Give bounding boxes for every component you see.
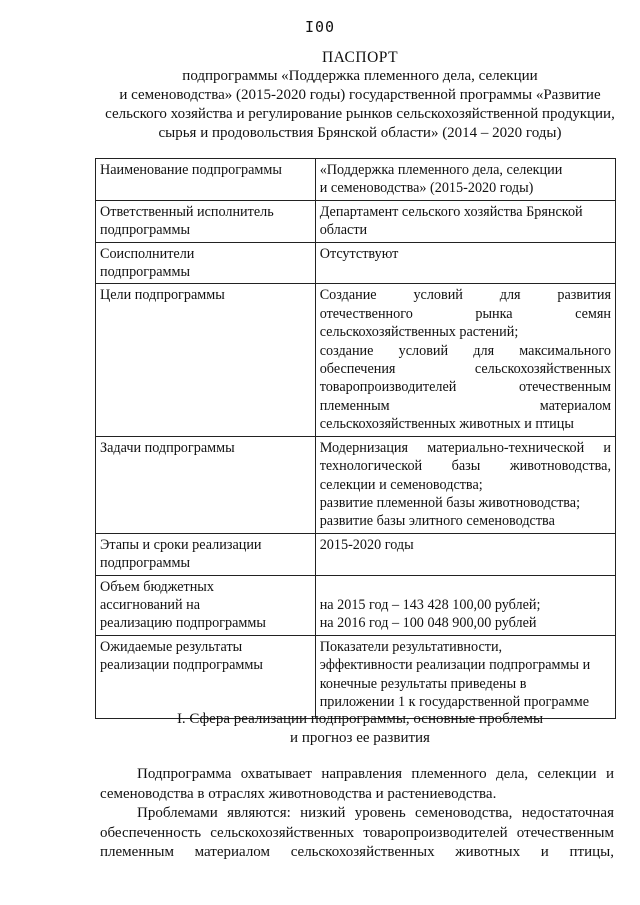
passport-table [95, 158, 616, 719]
table-row [96, 284, 616, 436]
cell-text: Цели подпрограммы [100, 287, 225, 304]
table-row [96, 242, 616, 284]
row-value-tasks [315, 436, 615, 533]
cell-text: приложении 1 к государственной программе [319, 693, 590, 710]
row-value-goals [315, 284, 615, 436]
cell-text: ассигнований на [100, 596, 201, 613]
cell-text: отечественного рынка семян [319, 305, 611, 322]
cell-text: развитие базы элитного семеноводства [319, 513, 555, 530]
cell-text: сельскохозяйственных животных и птицы [319, 416, 574, 433]
cell-text: Модернизация материально-технической и [319, 439, 611, 456]
cell-text: селекции и семеноводства; [319, 476, 483, 493]
cell-text: Соисполнители [100, 245, 195, 262]
section-title [90, 710, 630, 748]
section-title-line: и прогноз ее развития [290, 730, 430, 746]
cell-text: Этапы и сроки реализации [100, 536, 262, 553]
cell-text: на 2015 год – 143 428 100,00 рублей; [319, 596, 541, 613]
cell-text: сельскохозяйственных растений; [319, 324, 519, 341]
cell-text: эффективности реализации подпрограммы и [319, 657, 591, 674]
cell-text: развитие племенной базы животноводства; [319, 494, 581, 511]
table-row [96, 436, 616, 533]
cell-text: Задачи подпрограммы [100, 439, 235, 456]
cell-text: области [319, 222, 368, 239]
cell-text: 2015-2020 годы [319, 536, 414, 553]
table-row [96, 575, 616, 635]
row-label-expected-results [96, 635, 316, 718]
row-label-goals [96, 284, 316, 436]
paragraph-line: обеспеченность сельскохозяйственных товаропроизводителей отечественным [100, 824, 614, 841]
paragraph-line: Подпрограмма охватывает направления племенного дела, селекции и [137, 766, 614, 782]
cell-text: Отсутствуют [319, 245, 399, 262]
paragraph-line: племенным материалом сельскохозяйственных животных и птицы, [100, 844, 614, 860]
passport-heading: ПАСПОРТ [321, 49, 399, 66]
row-label-responsible-executor [96, 200, 316, 242]
paragraph [100, 765, 614, 804]
cell-text: Показатели результативности, [319, 638, 503, 655]
row-label-stages [96, 533, 316, 575]
cell-text: создание условий для максимального [319, 342, 611, 359]
cell-text: «Поддержка племенного дела, селекции [319, 162, 563, 178]
row-value-subprogram-name [315, 159, 615, 201]
cell-text: товаропроизводителей отечественным [319, 379, 611, 396]
body-text [100, 765, 614, 863]
row-value-responsible-executor [315, 200, 615, 242]
subtitle-line: сырья и продовольствия Брянской области» (2014 – 2020 годы) [158, 125, 562, 141]
cell-text: Ожидаемые результаты [100, 638, 243, 655]
cell-text: реализацию подпрограммы [100, 615, 266, 632]
page-number: I00 [304, 18, 336, 36]
cell-text: подпрограммы [100, 555, 190, 572]
cell-text: Наименование подпрограммы [100, 162, 282, 178]
cell-text: племенным материалом [319, 397, 611, 414]
table-row [96, 635, 616, 718]
table-row [96, 159, 616, 201]
subtitle-line: и семеноводства» (2015-2020 годы) государственной программы «Развитие [119, 87, 601, 103]
row-value-expected-results [315, 635, 615, 718]
passport-title-block [90, 48, 630, 143]
cell-text: Объем бюджетных [100, 578, 214, 595]
cell-text: технологической базы животноводства, [319, 458, 611, 475]
paragraph [100, 804, 614, 863]
section-title-line: I. Сфера реализации подпрограммы, основные проблемы [176, 711, 544, 727]
subtitle-line: сельского хозяйства и регулирование рынков сельскохозяйственной продукции, [105, 106, 615, 122]
row-label-budget [96, 575, 316, 635]
cell-text: реализации подпрограммы [100, 657, 263, 674]
paragraph-line: семеноводства в отраслях животноводства и растениеводства. [100, 785, 497, 802]
row-value-stages [315, 533, 615, 575]
cell-text: конечные результаты приведены в [319, 675, 527, 692]
cell-text: подпрограммы [100, 264, 190, 281]
cell-text: и семеноводства» (2015-2020 годы) [319, 180, 534, 197]
cell-text: обеспечения сельскохозяйственных [319, 361, 611, 378]
row-value-budget [315, 575, 615, 635]
cell-text: на 2016 год – 100 048 900,00 рублей [319, 614, 537, 631]
table-row [96, 533, 616, 575]
cell-text: Департамент сельского хозяйства Брянской [319, 203, 583, 220]
row-label-tasks [96, 436, 316, 533]
cell-text: подпрограммы [100, 222, 190, 239]
cell-text: Ответственный исполнитель [100, 203, 274, 220]
cell-text: Создание условий для развития [319, 287, 611, 304]
row-label-subprogram-name [96, 159, 316, 201]
subtitle-line: подпрограммы «Поддержка племенного дела, селекции [182, 68, 538, 84]
paragraph-line: Проблемами являются: низкий уровень семеноводства, недостаточная [137, 805, 614, 821]
row-value-co-executors [315, 242, 615, 284]
row-label-co-executors [96, 242, 316, 284]
table-row [96, 200, 616, 242]
